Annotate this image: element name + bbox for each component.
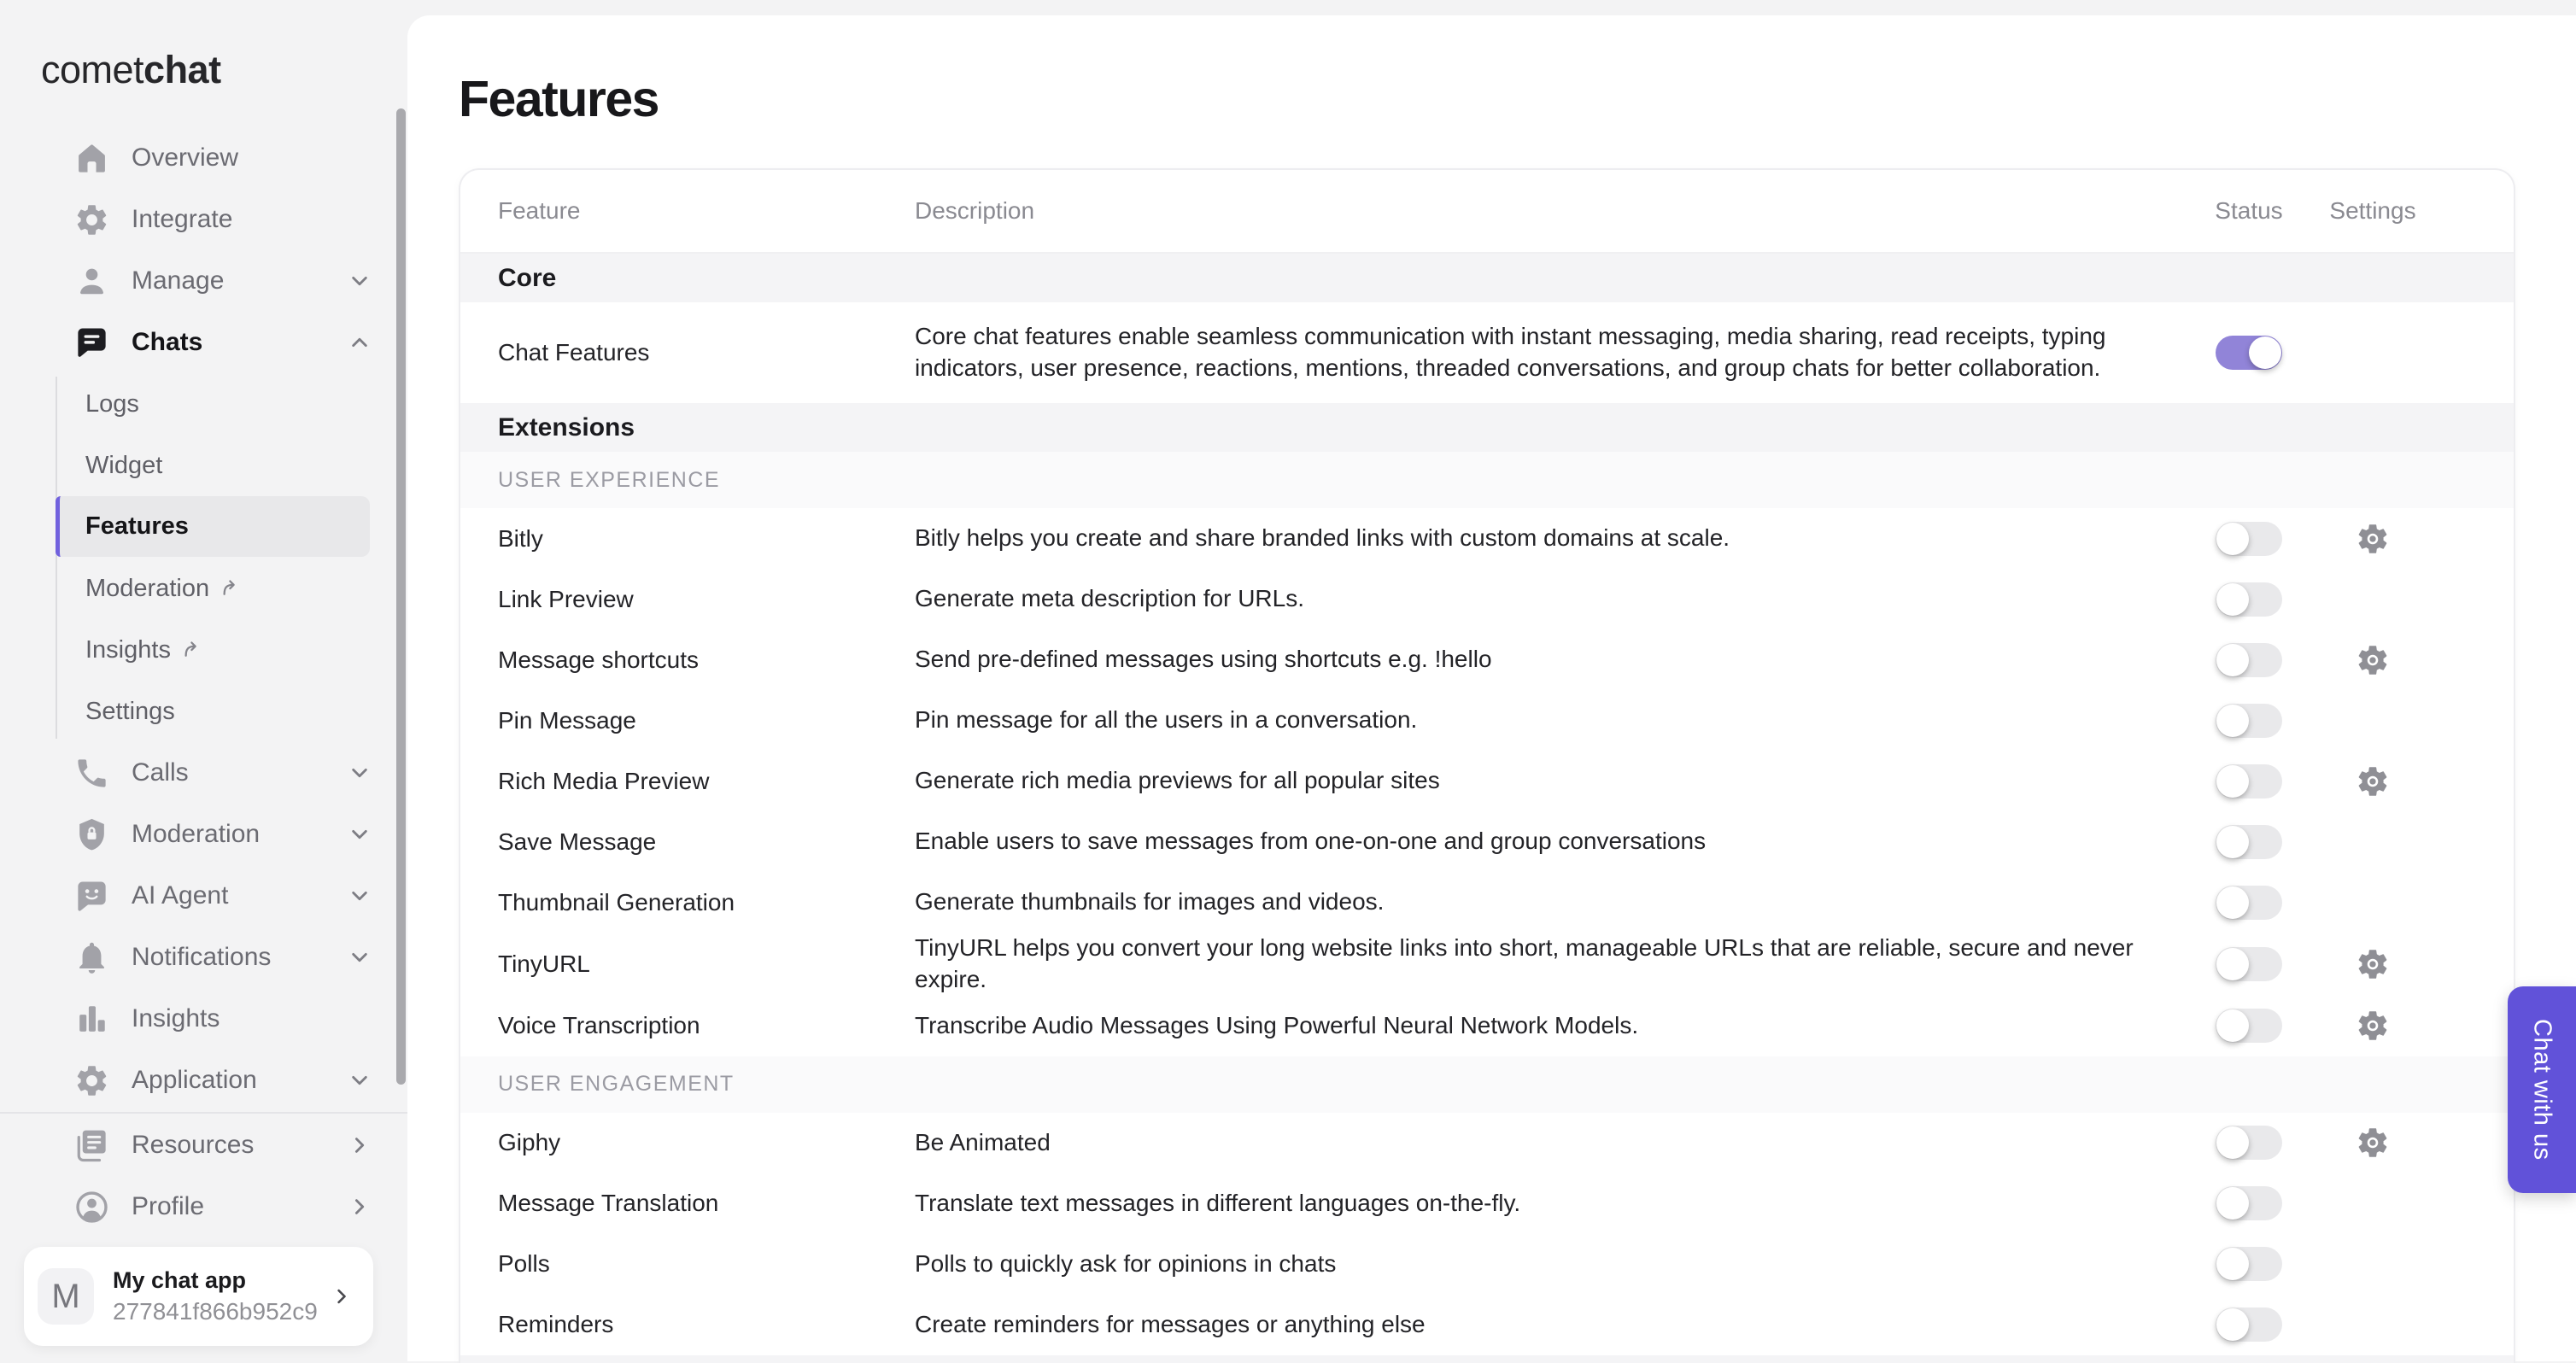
settings-gear-icon[interactable] (2354, 945, 2392, 983)
table-row (460, 811, 2514, 872)
settings-gear-icon[interactable] (2354, 520, 2392, 558)
status-toggle[interactable] (2216, 825, 2282, 859)
gear-icon (72, 200, 111, 239)
chat-with-us-label: Chat with us (2528, 1019, 2556, 1161)
column-header-settings: Settings (2329, 197, 2416, 224)
feature-name: Message Translation (498, 1190, 719, 1217)
status-toggle[interactable] (2216, 1307, 2282, 1342)
shield-icon (72, 815, 111, 854)
sidebar-item-label: AI Agent (132, 881, 229, 910)
column-header-description: Description (915, 196, 1035, 224)
status-toggle[interactable] (2216, 582, 2282, 617)
toggle-knob (2216, 765, 2249, 798)
app-switcher[interactable] (24, 1247, 373, 1346)
sidebar-item-notifications[interactable] (0, 927, 407, 988)
table-row (460, 629, 2514, 690)
logo-text-light: comet (41, 48, 144, 91)
chevron-right-icon (346, 1132, 373, 1159)
sidebar-item-overview[interactable] (0, 127, 407, 189)
toggle-knob (2216, 1009, 2249, 1042)
sidebar-item-insights[interactable] (0, 988, 407, 1050)
feature-description: Enable users to save messages from one-on-one and group conversations (915, 828, 1707, 855)
sidebar-subitem-label: Moderation (85, 574, 210, 602)
status-toggle[interactable] (2216, 1009, 2282, 1043)
toggle-knob (2216, 826, 2249, 858)
chats-submenu (0, 373, 407, 742)
sidebar-item-manage[interactable] (0, 250, 407, 312)
chevron-right-icon (329, 1284, 354, 1309)
settings-gear-icon[interactable] (2354, 763, 2392, 800)
sidebar-subitem-label: Settings (85, 697, 175, 725)
status-toggle[interactable] (2216, 886, 2282, 920)
sidebar-item-label: Insights (132, 1004, 220, 1032)
feature-name: Giphy (498, 1129, 561, 1156)
settings-gear-icon[interactable] (2354, 1124, 2392, 1161)
chevron-up-icon (346, 329, 373, 356)
toggle-knob (2216, 1126, 2249, 1159)
gear-icon (72, 1061, 111, 1100)
sidebar-item-label: Chats (132, 328, 203, 356)
table-row (460, 872, 2514, 933)
column-header-feature: Feature (498, 197, 581, 224)
chevron-right-icon (346, 1193, 373, 1220)
chat-with-us-button[interactable] (2508, 986, 2576, 1193)
toggle-knob (2216, 705, 2249, 737)
home-icon (72, 138, 111, 178)
toggle-knob (2216, 1187, 2249, 1220)
bell-icon (72, 938, 111, 977)
feature-name: Voice Transcription (498, 1012, 700, 1039)
logo-text-bold: chat (143, 48, 221, 91)
toggle-knob (2216, 523, 2249, 555)
chevron-down-icon (346, 759, 373, 787)
cometchat-logo (41, 48, 221, 92)
feature-name: Pin Message (498, 706, 636, 734)
sidebar-item-integrate[interactable] (0, 189, 407, 250)
sidebar-item-resources[interactable] (0, 1114, 407, 1176)
settings-gear-icon[interactable] (2354, 641, 2392, 679)
table-row (460, 1295, 2514, 1355)
chat-bubble-icon (72, 323, 111, 362)
chevron-down-icon (346, 1067, 373, 1094)
table-row (460, 1234, 2514, 1295)
table-row (460, 1113, 2514, 1173)
status-toggle[interactable] (2216, 1186, 2282, 1220)
feature-name: Chat Features (498, 339, 650, 366)
section-header-extensions: Extensions (460, 403, 2514, 452)
status-toggle[interactable] (2216, 1247, 2282, 1281)
sidebar (0, 0, 407, 1361)
sidebar-subitem-label: Insights (85, 635, 171, 664)
sidebar-subitem-label: Widget (85, 451, 163, 479)
status-toggle[interactable] (2216, 1126, 2282, 1160)
sidebar-item-application[interactable] (0, 1050, 407, 1111)
table-row (460, 1173, 2514, 1234)
sidebar-item-label: Profile (132, 1192, 205, 1220)
feature-description: Generate meta description for URLs. (915, 585, 1304, 612)
table-row (460, 508, 2514, 569)
table-row (460, 302, 2514, 403)
status-toggle[interactable] (2216, 704, 2282, 738)
avatar: M (38, 1268, 94, 1325)
sidebar-scrollbar[interactable] (396, 108, 406, 1085)
feature-description: Transcribe Audio Messages Using Powerful Neural Network Models. (915, 1011, 1639, 1038)
toggle-knob (2249, 336, 2281, 369)
sidebar-divider (0, 1112, 407, 1114)
sidebar-item-label: Calls (132, 758, 189, 787)
page-title: Features (459, 71, 659, 127)
bot-icon (72, 876, 111, 915)
feature-description: Create reminders for messages or anything else (915, 1310, 1426, 1337)
app-meta (113, 1267, 329, 1325)
chevron-down-icon (346, 944, 373, 971)
chevron-down-icon (346, 267, 373, 295)
toggle-knob (2216, 644, 2249, 676)
status-toggle[interactable] (2216, 947, 2282, 981)
subsection-header-user-experience: USER EXPERIENCE (460, 452, 2514, 508)
main-content (407, 15, 2576, 1361)
table-header-row (460, 170, 2514, 254)
table-row (460, 690, 2514, 751)
feature-description: Send pre-defined messages using shortcuts e.g. !hello (915, 646, 1492, 673)
toggle-knob (2216, 886, 2249, 919)
external-link-icon (220, 577, 243, 600)
feature-name: Save Message (498, 828, 657, 855)
feature-description: Bitly helps you create and share branded links with custom domains at scale. (915, 524, 1730, 552)
settings-gear-icon[interactable] (2354, 1007, 2392, 1044)
app-id: 277841f866b952c9 (113, 1298, 318, 1325)
feature-description: Pin message for all the users in a conversation. (915, 706, 1418, 734)
table-row (460, 569, 2514, 629)
sidebar-subitem-features[interactable] (56, 496, 370, 557)
phone-icon (72, 753, 111, 793)
feature-name: TinyURL (498, 950, 590, 977)
feature-name: Polls (498, 1250, 550, 1278)
sidebar-item-label: Moderation (132, 820, 261, 848)
features-table (459, 168, 2515, 1363)
feature-name: Thumbnail Generation (498, 888, 735, 915)
sidebar-item-label: Overview (132, 143, 239, 172)
sidebar-item-label: Integrate (132, 205, 233, 233)
sidebar-subitem-moderation[interactable] (0, 558, 407, 619)
feature-description: Generate rich media previews for all popular sites (915, 767, 1440, 794)
toggle-knob (2216, 1248, 2249, 1280)
bar-chart-icon (72, 999, 111, 1038)
feature-name: Link Preview (498, 585, 634, 612)
sidebar-item-calls[interactable] (0, 742, 407, 804)
chevron-down-icon (346, 882, 373, 910)
feature-description: Be Animated (915, 1128, 1051, 1155)
feature-description: TinyURL helps you convert your long website links into short, manageable URLs that are reliable, secure and never expire. (915, 934, 2134, 992)
toggle-knob (2216, 1308, 2249, 1341)
feature-description: Translate text messages in different languages on-the-fly. (915, 1189, 1521, 1216)
external-link-icon (181, 639, 204, 662)
sidebar-item-label: Notifications (132, 943, 272, 971)
person-icon (72, 261, 111, 301)
status-toggle[interactable] (2216, 522, 2282, 556)
toggle-knob (2216, 583, 2249, 616)
app-name: My chat app (113, 1267, 247, 1293)
status-toggle[interactable] (2216, 764, 2282, 798)
sidebar-subitem-insights[interactable] (0, 619, 407, 681)
feature-description: Core chat features enable seamless communication with instant messaging, media sharing, read receipts, typing indicators, user presence, reactions, mentions, threaded conversations, and group chats for better collaboration. (915, 323, 2106, 381)
feature-description: Polls to quickly ask for opinions in chats (915, 1249, 1337, 1277)
table-row (460, 996, 2514, 1056)
sidebar-item-label: Manage (132, 266, 225, 295)
toggle-knob (2216, 948, 2249, 980)
sidebar-subitem-logs[interactable] (0, 373, 407, 435)
next-section-peek (460, 1355, 2514, 1363)
sidebar-item-chats[interactable] (0, 312, 407, 373)
status-toggle[interactable] (2216, 643, 2282, 677)
sidebar-item-moderation[interactable] (0, 804, 407, 865)
status-toggle[interactable] (2216, 336, 2282, 370)
feature-name: Bitly (498, 524, 543, 552)
sidebar-subitem-settings[interactable] (0, 681, 407, 742)
chevron-down-icon (346, 821, 373, 848)
feature-name: Message shortcuts (498, 646, 699, 673)
sidebar-subitem-label: Features (85, 512, 189, 540)
sidebar-subitem-label: Logs (85, 389, 139, 418)
feature-description: Generate thumbnails for images and videos. (915, 888, 1385, 915)
user-circle-icon (72, 1187, 111, 1226)
column-header-status: Status (2215, 197, 2283, 224)
sidebar-item-label: Resources (132, 1131, 255, 1159)
feature-name: Reminders (498, 1311, 614, 1338)
sidebar-item-profile[interactable] (0, 1176, 407, 1237)
subsection-header-user-engagement: USER ENGAGEMENT (460, 1056, 2514, 1113)
feature-name: Rich Media Preview (498, 767, 710, 794)
docs-icon (72, 1126, 111, 1165)
sidebar-nav (0, 127, 407, 1237)
sidebar-subitem-widget[interactable] (0, 435, 407, 496)
sidebar-item-label: Application (132, 1066, 257, 1094)
table-row (460, 751, 2514, 811)
table-row (460, 933, 2514, 996)
section-header-core: Core (460, 254, 2514, 302)
sidebar-item-ai-agent[interactable] (0, 865, 407, 927)
